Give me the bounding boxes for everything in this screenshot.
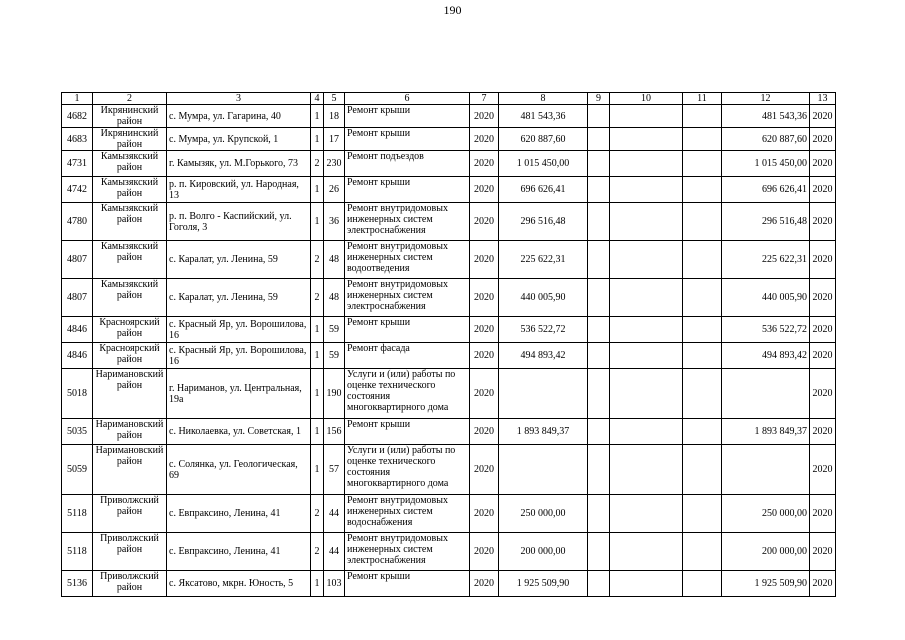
table-row [62,495,836,533]
col10-cell [610,128,683,151]
address-cell: с. Мумра, ул. Крупской, 1 [167,128,311,151]
col13-cell: 2020 [810,445,836,495]
year-cell: 2020 [470,445,499,495]
address-cell: с. Евпраксино, Ленина, 41 [167,533,311,571]
address-cell: с. Каралат, ул. Ленина, 59 [167,279,311,317]
address-cell: с. Николаевка, ул. Советская, 1 [167,419,311,445]
work-type-cell: Ремонт фасада [345,343,470,369]
row-id-cell: 4742 [62,177,93,203]
col9-cell [588,343,610,369]
total-cell: 1 893 849,37 [722,419,810,445]
work-type-cell: Услуги и (или) работы по оценке технического состояния многоквартирного дома [345,445,470,495]
amount-cell: 696 626,41 [499,177,588,203]
district-cell: Камызякский район [93,203,167,241]
col4-cell: 2 [311,279,324,317]
district-cell: Наримановский район [93,419,167,445]
row-id-cell: 5018 [62,369,93,419]
work-type-cell: Ремонт крыши [345,177,470,203]
year-cell: 2020 [470,533,499,571]
col11-cell [683,343,722,369]
column-header: 10 [610,93,683,105]
table-row [62,533,836,571]
col11-cell [683,495,722,533]
total-cell: 536 522,72 [722,317,810,343]
year-cell: 2020 [470,279,499,317]
table-row [62,177,836,203]
row-id-cell: 5118 [62,495,93,533]
col10-cell [610,317,683,343]
col9-cell [588,419,610,445]
year-cell: 2020 [470,128,499,151]
col13-cell: 2020 [810,571,836,597]
year-cell: 2020 [470,241,499,279]
work-type-cell: Ремонт крыши [345,317,470,343]
row-id-cell: 4846 [62,343,93,369]
col9-cell [588,317,610,343]
col10-cell [610,495,683,533]
district-cell: Камызякский район [93,279,167,317]
col11-cell [683,571,722,597]
col5-cell: 48 [324,241,345,279]
column-header: 1 [62,93,93,105]
work-type-cell: Услуги и (или) работы по оценке технического состояния многоквартирного дома [345,369,470,419]
amount-cell: 620 887,60 [499,128,588,151]
district-cell: Икрянинский район [93,128,167,151]
col11-cell [683,151,722,177]
total-cell: 696 626,41 [722,177,810,203]
col5-cell: 36 [324,203,345,241]
district-cell: Приволжский район [93,495,167,533]
table-row [62,317,836,343]
address-cell: с. Яксатово, мкрн. Юность, 5 [167,571,311,597]
col9-cell [588,369,610,419]
district-cell: Приволжский район [93,571,167,597]
col11-cell [683,533,722,571]
table-row [62,571,836,597]
col5-cell: 26 [324,177,345,203]
col5-cell: 230 [324,151,345,177]
capital-repair-table [61,92,836,597]
district-cell: Наримановский район [93,445,167,495]
district-cell: Икрянинский район [93,105,167,128]
col13-cell: 2020 [810,128,836,151]
column-number-row [62,93,836,105]
work-type-cell: Ремонт внутридомовых инженерных систем электроснабжения [345,533,470,571]
col10-cell [610,369,683,419]
col4-cell: 1 [311,445,324,495]
col13-cell: 2020 [810,151,836,177]
column-header: 12 [722,93,810,105]
table-body [62,105,836,597]
table-row [62,369,836,419]
row-id-cell: 4682 [62,105,93,128]
table-row [62,128,836,151]
district-cell: Камызякский район [93,177,167,203]
work-type-cell: Ремонт внутридомовых инженерных систем электроснабжения [345,203,470,241]
col9-cell [588,241,610,279]
col5-cell: 190 [324,369,345,419]
total-cell [722,369,810,419]
col5-cell: 44 [324,495,345,533]
amount-cell [499,369,588,419]
col10-cell [610,241,683,279]
total-cell: 1 925 509,90 [722,571,810,597]
col13-cell: 2020 [810,241,836,279]
work-type-cell: Ремонт внутридомовых инженерных систем водоотведения [345,241,470,279]
total-cell: 481 543,36 [722,105,810,128]
col9-cell [588,533,610,571]
table-row [62,419,836,445]
row-id-cell: 5136 [62,571,93,597]
col9-cell [588,203,610,241]
work-type-cell: Ремонт крыши [345,128,470,151]
col4-cell: 2 [311,533,324,571]
table-row [62,105,836,128]
row-id-cell: 4683 [62,128,93,151]
col13-cell: 2020 [810,369,836,419]
col4-cell: 1 [311,369,324,419]
district-cell: Красноярский район [93,317,167,343]
col10-cell [610,419,683,445]
address-cell: с. Солянка, ул. Геологическая, 69 [167,445,311,495]
district-cell: Наримановский район [93,369,167,419]
col10-cell [610,105,683,128]
table-row [62,343,836,369]
col13-cell: 2020 [810,177,836,203]
col10-cell [610,343,683,369]
col9-cell [588,105,610,128]
col13-cell: 2020 [810,279,836,317]
col5-cell: 17 [324,128,345,151]
address-cell: с. Красный Яр, ул. Ворошилова, 16 [167,343,311,369]
col13-cell: 2020 [810,533,836,571]
work-type-cell: Ремонт подъездов [345,151,470,177]
work-type-cell: Ремонт внутридомовых инженерных систем электроснабжения [345,279,470,317]
table-row [62,241,836,279]
work-type-cell: Ремонт крыши [345,571,470,597]
col4-cell: 1 [311,177,324,203]
total-cell: 225 622,31 [722,241,810,279]
col4-cell: 1 [311,105,324,128]
total-cell: 200 000,00 [722,533,810,571]
district-cell: Красноярский район [93,343,167,369]
col13-cell: 2020 [810,105,836,128]
col4-cell: 1 [311,203,324,241]
year-cell: 2020 [470,317,499,343]
column-header: 7 [470,93,499,105]
column-header: 3 [167,93,311,105]
amount-cell: 225 622,31 [499,241,588,279]
col5-cell: 44 [324,533,345,571]
total-cell: 250 000,00 [722,495,810,533]
amount-cell: 1 925 509,90 [499,571,588,597]
col4-cell: 1 [311,343,324,369]
col10-cell [610,445,683,495]
col5-cell: 48 [324,279,345,317]
col4-cell: 1 [311,317,324,343]
col11-cell [683,419,722,445]
col9-cell [588,571,610,597]
amount-cell: 250 000,00 [499,495,588,533]
row-id-cell: 5118 [62,533,93,571]
address-cell: р. п. Волго - Каспийский, ул. Гоголя, 3 [167,203,311,241]
year-cell: 2020 [470,495,499,533]
amount-cell: 536 522,72 [499,317,588,343]
total-cell: 1 015 450,00 [722,151,810,177]
address-cell: с. Каралат, ул. Ленина, 59 [167,241,311,279]
col9-cell [588,445,610,495]
work-type-cell: Ремонт крыши [345,419,470,445]
col5-cell: 156 [324,419,345,445]
row-id-cell: 5059 [62,445,93,495]
column-header: 6 [345,93,470,105]
amount-cell: 1 015 450,00 [499,151,588,177]
col10-cell [610,571,683,597]
table-row [62,279,836,317]
col4-cell: 1 [311,128,324,151]
row-id-cell: 5035 [62,419,93,445]
total-cell [722,445,810,495]
row-id-cell: 4780 [62,203,93,241]
col11-cell [683,317,722,343]
amount-cell: 494 893,42 [499,343,588,369]
col4-cell: 2 [311,241,324,279]
row-id-cell: 4846 [62,317,93,343]
col11-cell [683,128,722,151]
address-cell: г. Камызяк, ул. М.Горького, 73 [167,151,311,177]
amount-cell: 296 516,48 [499,203,588,241]
amount-cell: 200 000,00 [499,533,588,571]
col13-cell: 2020 [810,419,836,445]
total-cell: 440 005,90 [722,279,810,317]
year-cell: 2020 [470,203,499,241]
col9-cell [588,151,610,177]
col10-cell [610,533,683,571]
column-header: 9 [588,93,610,105]
col11-cell [683,177,722,203]
column-header: 2 [93,93,167,105]
col11-cell [683,241,722,279]
table-row [62,445,836,495]
col10-cell [610,279,683,317]
district-cell: Камызякский район [93,241,167,279]
col9-cell [588,279,610,317]
col9-cell [588,495,610,533]
column-header: 11 [683,93,722,105]
address-cell: с. Мумра, ул. Гагарина, 40 [167,105,311,128]
amount-cell: 481 543,36 [499,105,588,128]
address-cell: г. Нариманов, ул. Центральная, 19а [167,369,311,419]
col5-cell: 57 [324,445,345,495]
col11-cell [683,279,722,317]
col10-cell [610,203,683,241]
district-cell: Камызякский район [93,151,167,177]
year-cell: 2020 [470,419,499,445]
district-cell: Приволжский район [93,533,167,571]
col11-cell [683,105,722,128]
address-cell: р. п. Кировский, ул. Народная, 13 [167,177,311,203]
col4-cell: 2 [311,151,324,177]
column-header: 5 [324,93,345,105]
col13-cell: 2020 [810,203,836,241]
row-id-cell: 4807 [62,279,93,317]
column-header: 8 [499,93,588,105]
total-cell: 494 893,42 [722,343,810,369]
col13-cell: 2020 [810,317,836,343]
col4-cell: 2 [311,495,324,533]
year-cell: 2020 [470,369,499,419]
work-type-cell: Ремонт внутридомовых инженерных систем водоснабжения [345,495,470,533]
col5-cell: 103 [324,571,345,597]
year-cell: 2020 [470,151,499,177]
col4-cell: 1 [311,571,324,597]
row-id-cell: 4807 [62,241,93,279]
total-cell: 620 887,60 [722,128,810,151]
address-cell: с. Красный Яр, ул. Ворошилова, 16 [167,317,311,343]
page-number: 190 [443,3,462,17]
col11-cell [683,445,722,495]
row-id-cell: 4731 [62,151,93,177]
table-row [62,151,836,177]
amount-cell [499,445,588,495]
col10-cell [610,151,683,177]
col5-cell: 18 [324,105,345,128]
col9-cell [588,177,610,203]
year-cell: 2020 [470,571,499,597]
column-header: 4 [311,93,324,105]
col10-cell [610,177,683,203]
col13-cell: 2020 [810,343,836,369]
col4-cell: 1 [311,419,324,445]
col5-cell: 59 [324,317,345,343]
col11-cell [683,203,722,241]
col11-cell [683,369,722,419]
address-cell: с. Евпраксино, Ленина, 41 [167,495,311,533]
total-cell: 296 516,48 [722,203,810,241]
year-cell: 2020 [470,343,499,369]
col5-cell: 59 [324,343,345,369]
column-header: 13 [810,93,836,105]
year-cell: 2020 [470,105,499,128]
amount-cell: 440 005,90 [499,279,588,317]
work-type-cell: Ремонт крыши [345,105,470,128]
year-cell: 2020 [470,177,499,203]
amount-cell: 1 893 849,37 [499,419,588,445]
col13-cell: 2020 [810,495,836,533]
table-row [62,203,836,241]
col9-cell [588,128,610,151]
